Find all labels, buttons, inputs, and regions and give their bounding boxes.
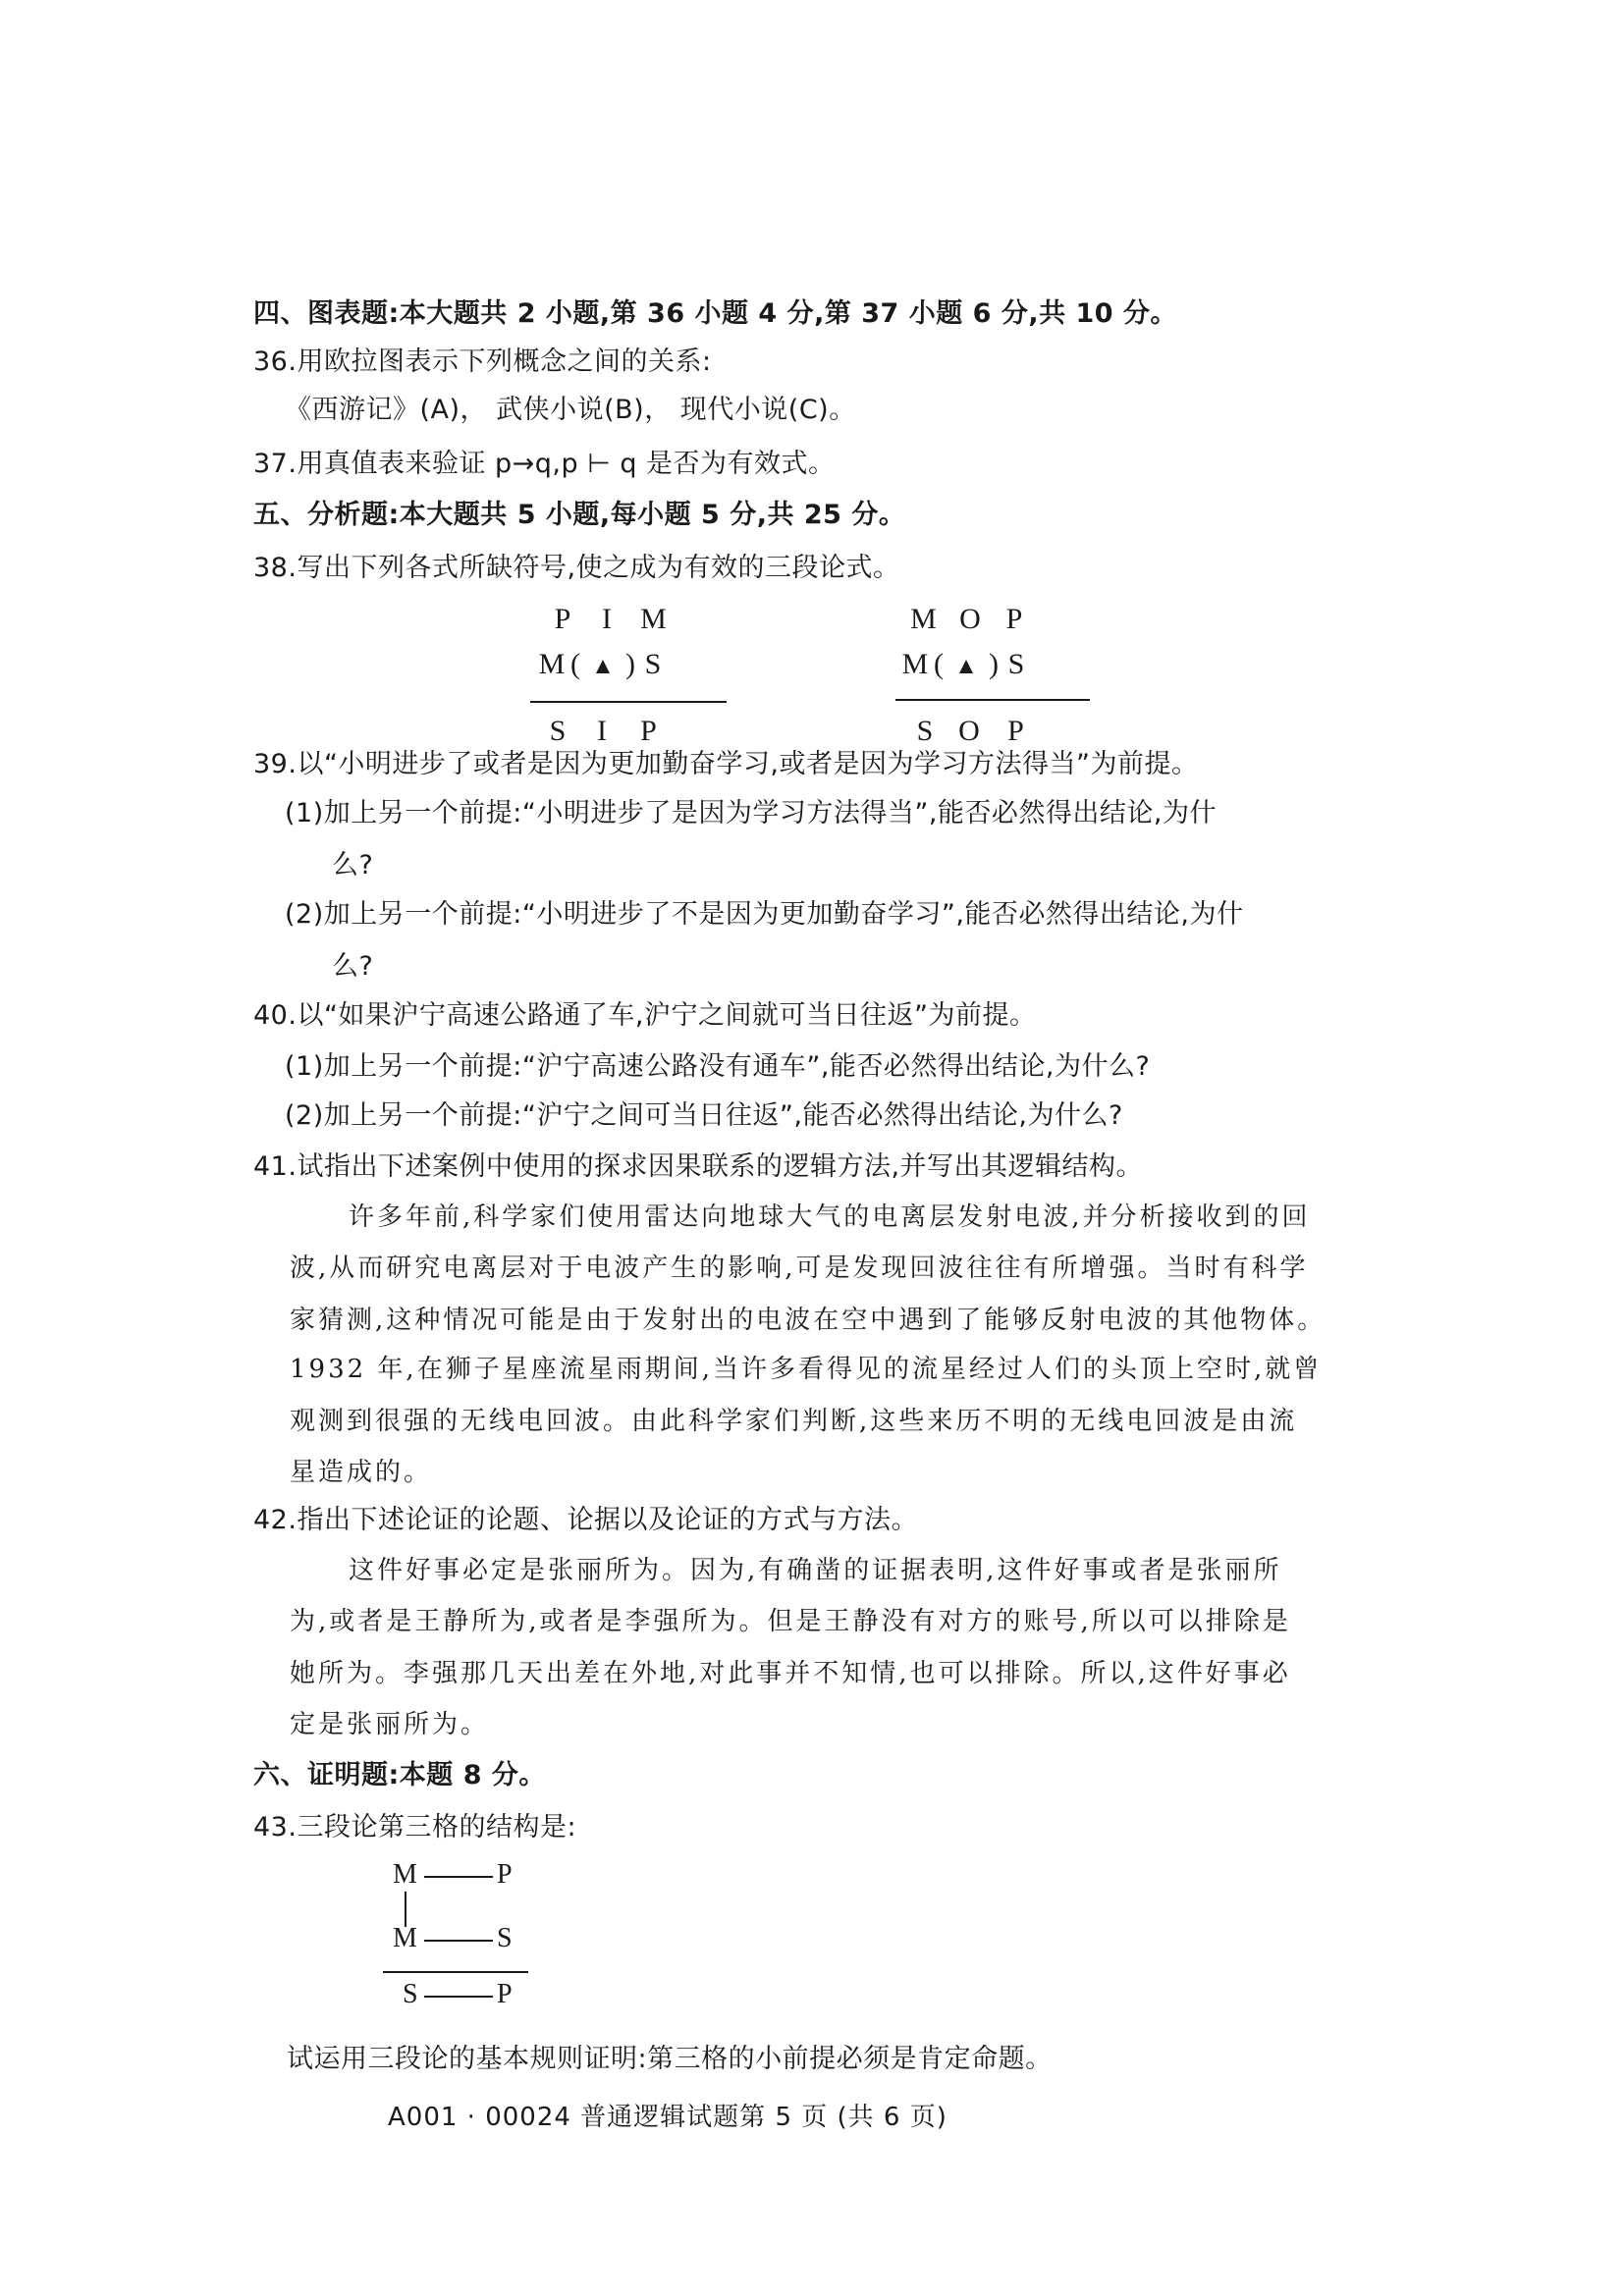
diagram-major-p: P	[497, 1859, 513, 1890]
question-42-prompt: 42.指出下述论证的论题、论据以及论证的方式与方法。	[253, 1505, 918, 1535]
question-39-sub1: (1)加上另一个前提:“小明进步了是因为学习方法得当”,能否必然得出结论,为什	[285, 798, 1217, 828]
copula: O	[958, 715, 980, 747]
question-39-prompt: 39.以“小明进步了或者是因为更加勤奋学习,或者是因为学习方法得当”为前提。	[253, 749, 1199, 779]
paren-close: )	[625, 648, 635, 680]
term: M	[538, 648, 566, 680]
diagram-major-link	[424, 1876, 493, 1878]
passage-line: 波,从而研究电离层对于电波产生的影响,可是发现回波往往有所增强。当时有科学	[290, 1254, 1309, 1283]
diagram-conclusion-link	[424, 1996, 493, 1998]
term: M	[901, 648, 929, 680]
blank-triangle-icon: ▲	[591, 654, 615, 679]
syllogism-1-minor	[538, 648, 666, 681]
term: S	[1007, 648, 1025, 680]
term: P	[640, 715, 657, 747]
page-footer: A001 · 00024 普通逻辑试题第 5 页 (共 6 页)	[388, 2103, 947, 2132]
section-heading-6: 六、证明题:本题 8 分。	[253, 1760, 546, 1790]
copula: O	[959, 603, 981, 635]
passage-line: 许多年前,科学家们使用雷达向地球大气的电离层发射电波,并分析接收到的回	[349, 1202, 1311, 1232]
question-43-task: 试运用三段论的基本规则证明:第三格的小前提必须是肯定命题。	[287, 2044, 1053, 2074]
question-36-concepts: 《西游记》(A)， 武侠小说(B)， 现代小说(C)。	[285, 395, 856, 425]
syllogism-2-minor	[901, 648, 1029, 681]
question-41-prompt: 41.试指出下述案例中使用的探求因果联系的逻辑方法,并写出其逻辑结构。	[253, 1151, 1144, 1182]
term: P	[554, 603, 571, 635]
syllogism-2-major	[901, 603, 1034, 636]
question-39-sub2-cont: 么?	[332, 951, 374, 982]
diagram-minor-m: M	[393, 1923, 417, 1953]
passage-line: 这件好事必定是张丽所为。因为,有确凿的证据表明,这件好事或者是张丽所	[349, 1556, 1282, 1585]
question-40-prompt: 40.以“如果沪宁高速公路通了车,沪宁之间就可当日往返”为前提。	[253, 1000, 1037, 1031]
question-40-sub1: (1)加上另一个前提:“沪宁高速公路没有通车”,能否必然得出结论,为什么?	[285, 1051, 1151, 1082]
passage-line: 观测到很强的无线电回波。由此科学家们判断,这些来历不明的无线电回波是由流	[290, 1407, 1298, 1436]
diagram-major-m: M	[393, 1859, 417, 1890]
syllogism-1-conclusion	[538, 715, 671, 748]
passage-line: 为,或者是王静所为,或者是李强所为。但是王静没有对方的账号,所以可以排除是	[290, 1607, 1291, 1636]
term: P	[1005, 603, 1023, 635]
question-40-sub2: (2)加上另一个前提:“沪宁之间可当日往返”,能否必然得出结论,为什么?	[285, 1100, 1123, 1131]
paren-open: (	[570, 648, 580, 680]
passage-line: 1932 年,在狮子星座流星雨期间,当许多看得见的流星经过人们的头顶上空时,就曾	[290, 1355, 1323, 1384]
term: S	[916, 715, 934, 747]
section-heading-5: 五、分析题:本大题共 5 小题,每小题 5 分,共 25 分。	[253, 500, 906, 530]
question-43-prompt: 43.三段论第三格的结构是:	[253, 1812, 577, 1842]
diagram-vertical-link	[405, 1892, 406, 1927]
question-37-prompt: 37.用真值表来验证 p→q,p ⊢ q 是否为有效式。	[253, 449, 836, 479]
term: S	[549, 715, 567, 747]
copula: I	[602, 603, 612, 635]
question-39-sub1-cont: 么?	[332, 850, 374, 881]
passage-line: 她所为。李强那几天出差在外地,对此事并不知情,也可以排除。所以,这件好事必	[290, 1659, 1291, 1688]
syllogism-1-major	[543, 603, 676, 636]
term: M	[910, 603, 937, 635]
copula: I	[597, 715, 607, 747]
diagram-minor-s: S	[497, 1923, 513, 1953]
paren-open: (	[934, 648, 944, 680]
diagram-minor-link	[424, 1940, 493, 1942]
conclusion-rule	[895, 699, 1090, 701]
syllogism-2-conclusion	[905, 715, 1038, 748]
term: P	[1007, 715, 1024, 747]
diagram-conclusion-rule	[383, 1971, 528, 1973]
blank-triangle-icon: ▲	[954, 654, 978, 679]
diagram-conclusion-p: P	[497, 1979, 513, 2009]
term: M	[640, 603, 667, 635]
section-heading-4: 四、图表题:本大题共 2 小题,第 36 小题 4 分,第 37 小题 6 分,共 10 分。	[253, 298, 1177, 329]
passage-line: 定是张丽所为。	[290, 1710, 490, 1739]
question-36-prompt: 36.用欧拉图表示下列概念之间的关系:	[253, 347, 712, 377]
conclusion-rule	[530, 701, 727, 703]
diagram-conclusion-s: S	[403, 1979, 418, 2009]
question-38-prompt: 38.写出下列各式所缺符号,使之成为有效的三段论式。	[253, 553, 900, 583]
passage-line: 星造成的。	[290, 1458, 433, 1487]
term: S	[644, 648, 662, 680]
passage-line: 家猜测,这种情况可能是由于发射出的电波在空中遇到了能够反射电波的其他物体。	[290, 1306, 1326, 1335]
paren-close: )	[989, 648, 999, 680]
question-39-sub2: (2)加上另一个前提:“小明进步了不是因为更加勤奋学习”,能否必然得出结论,为什	[285, 899, 1244, 930]
